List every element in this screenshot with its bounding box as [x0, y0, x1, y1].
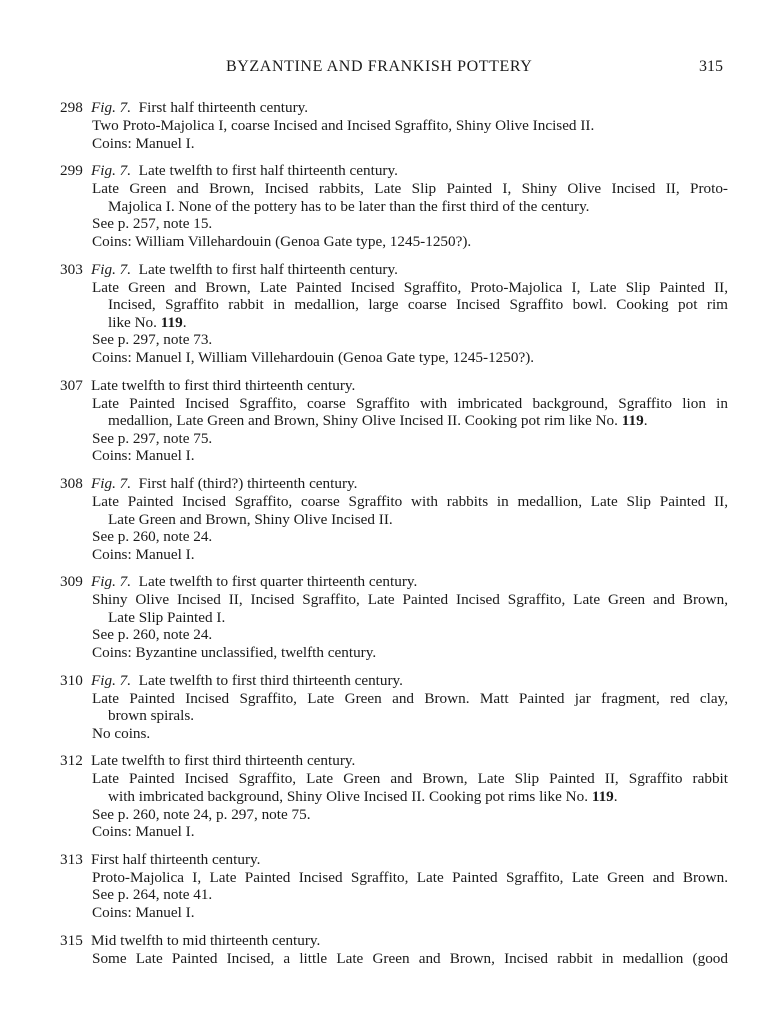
entry-line: [92, 788, 728, 806]
entry-date: First half thirteenth century.: [91, 850, 261, 868]
entry-310: [60, 671, 728, 743]
entry-heading: [60, 98, 728, 117]
see-reference: See p. 260, note 24, p. 297, note 75.: [92, 805, 311, 823]
entry-307: [60, 376, 728, 465]
entry-title: [91, 850, 260, 869]
coins-line: Coins: Manuel I.: [92, 904, 195, 921]
coins-line: Coins: Manuel I, William Villehardouin (Genoa Gate type, 1245-1250?).: [92, 348, 535, 366]
see-reference: See p. 264, note 41.: [92, 886, 213, 904]
entry-299: [60, 161, 728, 250]
entry-line: Shiny Olive Incised II, Incised Sgraffito, Late Painted Incised Sgraffito, Late Green and Brown,: [92, 591, 728, 609]
catalogue-entries: [60, 98, 728, 976]
entry-number: 312: [60, 752, 83, 770]
entry-body: [92, 770, 728, 840]
entry-body: [92, 869, 728, 922]
entry-heading: [60, 474, 728, 493]
coins-line: Coins: Manuel I.: [92, 545, 195, 563]
coins-line: No coins.: [92, 724, 151, 742]
entry-body: [92, 395, 728, 465]
entry-313: [60, 850, 728, 922]
punctuation: .: [613, 788, 618, 806]
entry-line: Two Proto-Majolica I, coarse Incised and Incised Sgraffito, Shiny Olive Incised II.: [92, 117, 595, 134]
entry-body: [92, 690, 728, 743]
coins-line: Coins: Byzantine unclassified, twelfth century.: [92, 644, 377, 662]
entry-title: [91, 376, 355, 395]
entry-312: [60, 751, 728, 840]
entry-heading: [60, 260, 728, 279]
figure-reference: Fig. 7.: [91, 474, 132, 492]
catalogue-number: 119: [591, 788, 614, 806]
see-reference: See p. 297, note 73.: [92, 331, 213, 349]
figure-reference: Fig. 7.: [91, 573, 132, 591]
entry-line: Late Painted Incised Sgraffito, Late Green and Brown. Matt Painted jar fragment, red clay,: [92, 689, 728, 707]
entry-heading: [60, 376, 728, 395]
entry-line: Some Late Painted Incised, a little Late Green and Brown, Incised rabbit in medallion (good: [92, 949, 728, 967]
entry-308: [60, 474, 728, 563]
entry-date: First half thirteenth century.: [138, 99, 309, 116]
entry-body: [92, 950, 728, 968]
entry-date: Late twelfth to first third thirteenth century.: [138, 671, 403, 689]
entry-title: [91, 931, 320, 950]
entry-title: [91, 474, 357, 493]
entry-body: [92, 117, 728, 152]
entry-heading: [60, 850, 728, 869]
entry-body: [92, 591, 728, 661]
entry-315: [60, 931, 728, 968]
entry-298: [60, 98, 728, 152]
entry-heading: [60, 751, 728, 770]
coins-line: Coins: William Villehardouin (Genoa Gate type, 1245-1250?).: [92, 232, 472, 250]
cooking-pot-text: like No.: [108, 313, 157, 331]
entry-title: [91, 572, 417, 591]
entry-number: 308: [60, 474, 83, 492]
entry-line: Proto-Majolica I, Late Painted Incised Sgraffito, Late Painted Sgraffito, Late Green and Brown.: [92, 868, 728, 886]
entry-line: [92, 314, 728, 332]
entry-number: 309: [60, 573, 83, 591]
figure-reference: Fig. 7.: [91, 99, 132, 116]
coins-line: Coins: Manuel I.: [92, 447, 195, 465]
figure-reference: Fig. 7.: [91, 260, 132, 278]
running-head: [0, 58, 784, 80]
entry-number: 315: [60, 931, 83, 949]
catalogue-number: 119: [160, 313, 183, 331]
entry-number: 307: [60, 376, 83, 394]
entry-title: [91, 671, 403, 690]
entry-date: Mid twelfth to mid thirteenth century.: [91, 931, 321, 949]
entry-heading: [60, 161, 728, 180]
entry-line: Late Painted Incised Sgraffito, coarse Sgraffito with imbricated background, Sgraffito lion in: [92, 394, 728, 412]
entry-date: Late twelfth to first third thirteenth century.: [91, 752, 356, 770]
entry-line: Late Painted Incised Sgraffito, Late Green and Brown, Late Slip Painted II, Sgraffito rabbit: [92, 770, 728, 788]
entry-title: [91, 98, 308, 117]
see-reference: See p. 260, note 24.: [92, 528, 213, 546]
punctuation: .: [643, 412, 648, 430]
entry-date: First half (third?) thirteenth century.: [138, 474, 358, 492]
page-number: 315: [699, 58, 723, 75]
punctuation: .: [182, 313, 187, 331]
entry-date: Late twelfth to first half thirteenth century.: [138, 162, 398, 180]
figure-reference: Fig. 7.: [91, 671, 132, 689]
entry-number: 298: [60, 99, 83, 116]
entry-title: [91, 161, 398, 180]
entry-title: [91, 751, 355, 770]
entry-line: Late Slip Painted I.: [108, 608, 226, 626]
entry-line: Late Green and Brown, Incised rabbits, Late Slip Painted I, Shiny Olive Incised II, Proto-: [92, 180, 728, 198]
entry-number: 303: [60, 260, 83, 278]
see-reference: See p. 257, note 15.: [92, 215, 213, 233]
entry-text: medallion, Late Green and Brown, Shiny Olive Incised II. Cooking pot rim like No.: [108, 412, 618, 430]
entry-line: [92, 412, 728, 430]
entry-line: Late Green and Brown, Late Painted Incised Sgraffito, Proto-Majolica I, Late Slip Painted II,: [92, 278, 728, 296]
entry-line: Late Painted Incised Sgraffito, coarse Sgraffito with rabbits in medallion, Late Slip Painted II,: [92, 492, 728, 510]
coins-line: Coins: Manuel I.: [92, 823, 195, 841]
entry-number: 310: [60, 671, 83, 689]
see-reference: See p. 260, note 24.: [92, 626, 213, 644]
entry-number: 299: [60, 162, 83, 180]
entry-body: [92, 279, 728, 367]
entry-heading: [60, 671, 728, 690]
entry-line: Late Green and Brown, Shiny Olive Incised II.: [108, 510, 393, 528]
entry-line: brown spirals.: [108, 707, 195, 725]
entry-number: 313: [60, 850, 83, 868]
running-title: BYZANTINE AND FRANKISH POTTERY: [226, 58, 533, 75]
entry-309: [60, 572, 728, 661]
entry-303: [60, 260, 728, 367]
coins-line: Coins: Manuel I.: [92, 134, 195, 152]
entry-date: Late twelfth to first third thirteenth century.: [91, 376, 356, 394]
entry-heading: [60, 572, 728, 591]
entry-line: Majolica I. None of the pottery has to be later than the first third of the century.: [108, 197, 590, 215]
entry-date: Late twelfth to first quarter thirteenth century.: [138, 573, 418, 591]
catalogue-number: 119: [621, 412, 644, 430]
entry-text: with imbricated background, Shiny Olive Incised II. Cooking pot rims like No.: [108, 788, 589, 806]
entry-date: Late twelfth to first half thirteenth century.: [138, 260, 398, 278]
entry-body: [92, 180, 728, 250]
entry-line: Incised, Sgraffito rabbit in medallion, large coarse Incised Sgraffito bowl. Cooking pot rim: [108, 296, 728, 314]
entry-title: [91, 260, 398, 279]
entry-heading: [60, 931, 728, 950]
entry-body: [92, 493, 728, 563]
see-reference: See p. 297, note 75.: [92, 429, 213, 447]
figure-reference: Fig. 7.: [91, 162, 132, 180]
